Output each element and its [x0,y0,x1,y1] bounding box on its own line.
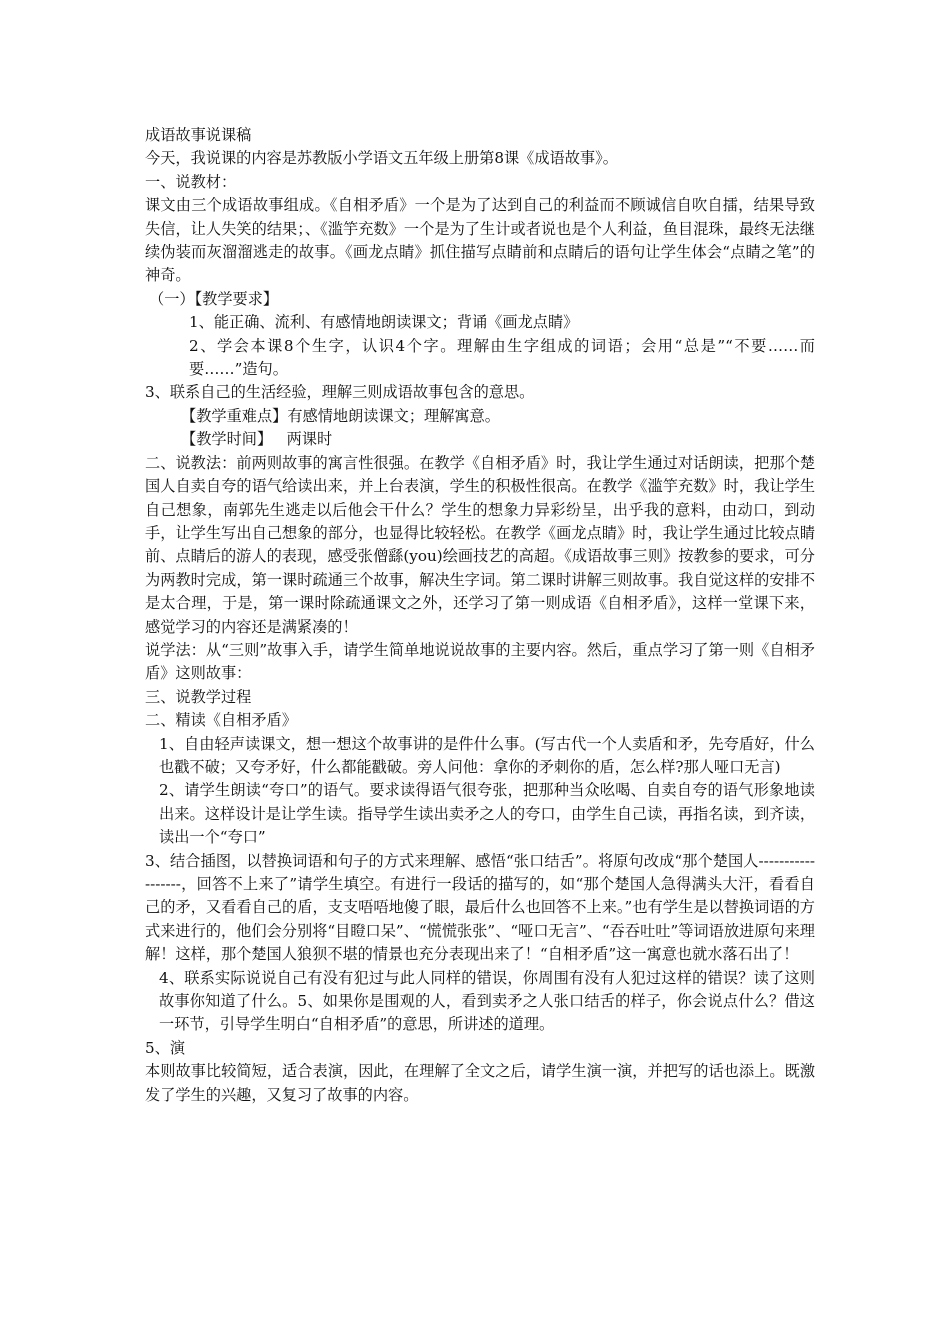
section-heading-process: 三、说教学过程 [145,687,252,706]
textbook-paragraph: 课文由三个成语故事组成。《自相矛盾》一个是为了达到自己的利益而不顾诚信自吹自擂，结果导致失信，让人失笑的结果；、《滥竽充数》一个是为了生计或者说也是个人利益，鱼目混珠，最终无法继续伪装而灰溜溜逃走的故事。《画龙点睛》抓住描写点睛前和点睛后的语句让学生体会“点睛之笔”的神奇。 [145,196,815,285]
section-heading-intensive-reading: 二、精读《自相矛盾》 [145,711,297,730]
process-step-5-paragraph: 本则故事比较简短，适合表演，因此，在理解了全文之后，请学生演一演，并把写的话也添上。既激发了学生的兴趣，又复习了故事的内容。 [145,1062,815,1104]
key-difficulties: 【教学重难点】有感情地朗读课文；理解寓意。 [181,406,500,425]
document-title: 成语故事说课稿 [145,126,252,144]
requirement-item-3: 3、联系自己的生活经验，理解三则成语故事包含的意思。 [145,383,535,402]
teaching-method-paragraph: 二、说教法：前两则故事的寓言性很强。在教学《自相矛盾》时，我让学生通过对话朗读，把那个楚国人自卖自夸的语气给读出来，并上台表演，学生的积极性很高。在教学《滥竽充数》时，我让学生自己想象，南郭先生逃走以后他会干什么？学生的想象力异彩纷呈，出乎我的意料，由动口，到动手，让学生写出自己想象的部分，也显得比较轻松。在教学《画龙点睛》时，我让学生通过比较点睛前、点睛后的游人的表现，感受张僧繇(you)绘画技艺的高超。《成语故事三则》按教参的要求，可分为两教时完成，第一课时疏通三个故事，解决生字词。第二课时讲解三则故事。我自觉这样的安排不是太合理，于是，第一课时除疏通课文之外，还学习了第一则成语《自相矛盾》，这样一堂课下来，感觉学习的内容还是满紧凑的！ [145,453,815,636]
requirement-item-1: 1、能正确、流利、有感情地朗读课文；背诵《画龙点睛》 [189,313,579,332]
document-body [145,124,815,1107]
intro-paragraph: 今天，我说课的内容是苏教版小学语文五年级上册第8课《成语故事》。 [145,149,618,168]
process-step-4: 4、联系实际说说自己有没有犯过与此人同样的错误，你周围有没有人犯过这样的错误？读了这则故事你知道了什么。5、如果你是围观的人，看到卖矛之人张口结舌的样子，你会说点什么？借这一环节，引导学生明白“自相矛盾”的意思，所讲述的道理。 [159,968,815,1034]
teaching-time: 【教学时间】 两课时 [181,430,333,449]
requirement-item-2: 2、学会本课8个生字，认识4个字。理解由生字组成的词语；会用“总是”“不要……而要……”造句。 [189,336,815,379]
process-step-1: 1、自由轻声读课文，想一想这个故事讲的是件什么事。(写古代一个人卖盾和矛，先夸盾好，什么也戳不破；又夸矛好，什么都能戳破。旁人问他：拿你的矛刺你的盾，怎么样?那人哑口无言) [159,734,815,776]
teaching-requirements-heading: （一）【教学要求】 [149,289,279,308]
learning-method-paragraph: 说学法：从“三则”故事入手，请学生简单地说说故事的主要内容。然后，重点学习了第一则《自相矛盾》这则故事： [145,640,815,683]
process-step-5-heading: 5、演 [145,1038,186,1057]
process-step-3: 3、结合插图，以替换词语和句子的方式来理解、感悟“张口结舌”。将原句改成“那个楚国人------------------，回答不上来了”请学生填空。有进行一段话的描写的，如“那个楚国人急得满头大汗，看看自己的矛，又看看自己的盾，支支唔唔地傻了眼，最后什么也回答不上来。”也有学生是以替换词语的方式来进行的，他们会分别将“目瞪口呆”、“慌慌张张”、“哑口无言”、“吞吞吐吐”等词语放进原句来理解！这样，那个楚国人狼狈不堪的情景也充分表现出来了！“自相矛盾”这一寓意也就水落石出了！ [145,851,815,964]
process-step-2: 2、请学生朗读“夸口”的语气。要求读得语气很夸张，把那种当众吆喝、自卖自夸的语气形象地读出来。这样设计是让学生读。指导学生读出卖矛之人的夸口，由学生自己读，再指名读，到齐读，读出一个“夸口” [159,781,815,847]
section-heading-textbook: 一、说教材： [145,172,237,191]
